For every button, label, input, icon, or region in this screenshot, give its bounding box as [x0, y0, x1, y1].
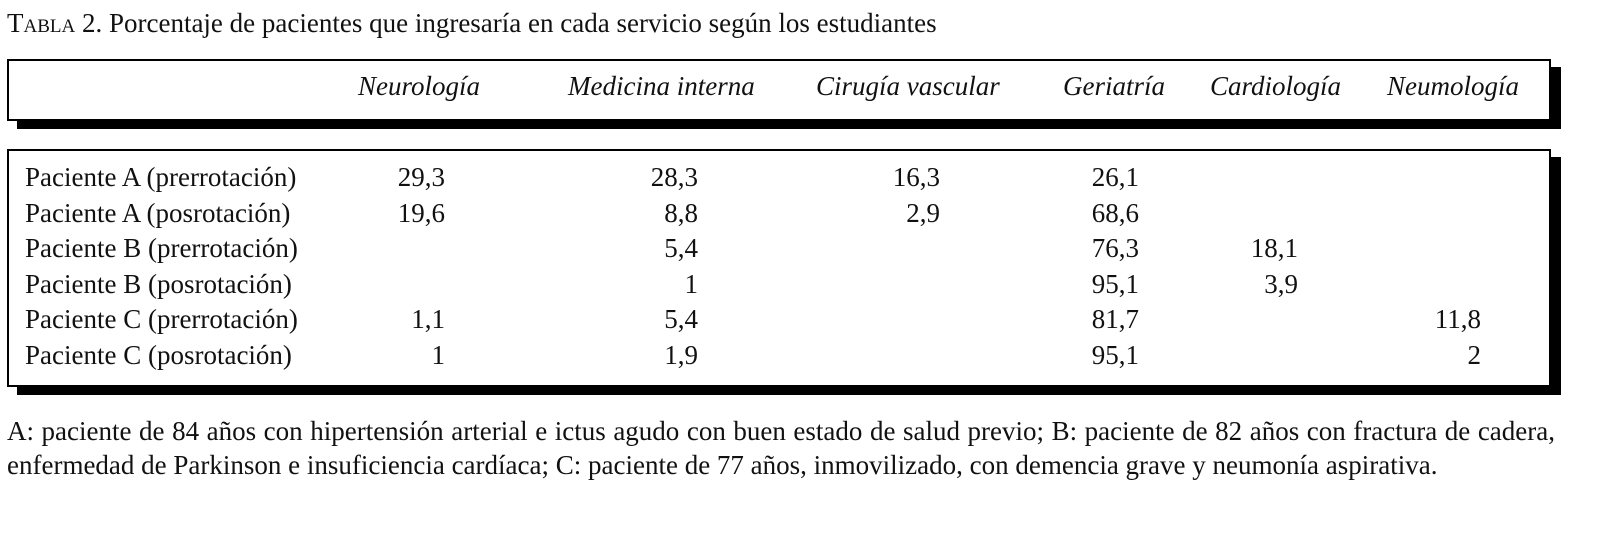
table-cell: 95,1	[1091, 340, 1139, 370]
table-cell: 68,6	[1091, 198, 1139, 228]
table-cell: 11,8	[1434, 304, 1481, 334]
table-footnote: A: paciente de 84 años con hipertensión arterial e ictus agudo con buen estado de salud previo; B: paciente de 82 años con fractura de cadera, enfermedad de Parkinson e insuficiencia cardíaca; C: paciente de 77 años, inmovilizado, con demencia grave y neumonía aspirativa.	[7, 416, 1555, 480]
row-label: Paciente C (prerrotación)	[25, 304, 298, 334]
table-cell: 1,9	[664, 340, 698, 370]
table-cell: 1	[684, 269, 698, 299]
row-label: Paciente C (posrotación)	[25, 340, 292, 370]
table-cell: 29,3	[397, 162, 445, 192]
table-cell: 2,9	[906, 198, 940, 228]
table-cell: 1,1	[411, 304, 445, 334]
table-cell: 76,3	[1091, 233, 1139, 263]
caption-text: Porcentaje de pacientes que ingresaría en cada servicio según los estudiantes	[108, 8, 937, 38]
table-cell: 28,3	[650, 162, 698, 192]
table-cell: 5,4	[664, 233, 698, 263]
row-label: Paciente B (posrotación)	[25, 269, 292, 299]
table-cell: 2	[1467, 340, 1481, 370]
caption-label: Tabla 2.	[7, 8, 103, 38]
table-cell: 8,8	[664, 198, 698, 228]
table-cell: 16,3	[892, 162, 940, 192]
table-cell: 19,6	[397, 198, 445, 228]
table-cell: 18,1	[1250, 233, 1298, 263]
table-caption	[7, 6, 937, 40]
row-label: Paciente A (prerrotación)	[25, 162, 297, 192]
column-header: Cirugía vascular	[816, 71, 1000, 101]
column-header: Cardiología	[1210, 71, 1342, 101]
table-cell: 3,9	[1264, 269, 1298, 299]
table-cell: 1	[431, 340, 445, 370]
column-header: Medicina interna	[568, 71, 755, 101]
row-label: Paciente B (prerrotación)	[25, 233, 298, 263]
column-header: Geriatría	[1063, 71, 1166, 101]
table-cell: 81,7	[1091, 304, 1139, 334]
row-label: Paciente A (posrotación)	[25, 198, 291, 228]
table-cell: 26,1	[1091, 162, 1139, 192]
table-cell: 95,1	[1091, 269, 1139, 299]
table-cell: 5,4	[664, 304, 698, 334]
column-header: Neumología	[1387, 71, 1519, 101]
column-header: Neurología	[358, 71, 481, 101]
